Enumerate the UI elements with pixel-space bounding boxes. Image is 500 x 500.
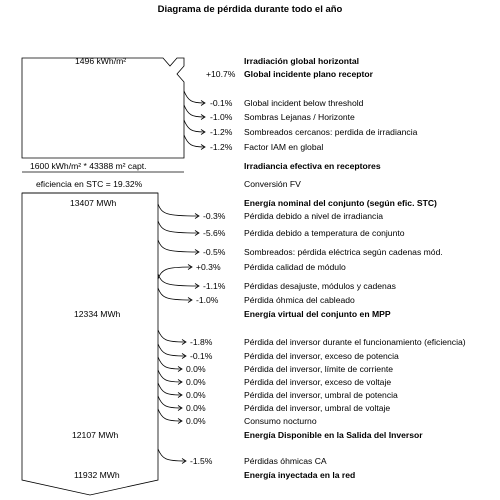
step-pct: 0.0% <box>186 364 206 374</box>
conversion-label: Conversión FV <box>244 179 301 189</box>
step-label: Factor IAM en global <box>244 142 324 152</box>
step-pct: 0.0% <box>186 403 206 413</box>
loss-arrow <box>184 105 204 117</box>
step-pct: -1.2% <box>210 127 233 137</box>
loss-arrow <box>184 120 204 132</box>
loss-arrow <box>158 288 191 300</box>
loss-arrow <box>158 204 198 216</box>
step-label: Energía nominal del conjunto (según efic. STC) <box>244 198 437 208</box>
step-label: Pérdida del inversor, umbral de potencia <box>244 390 398 400</box>
loss-arrow <box>158 330 185 342</box>
step-pct: +10.7% <box>206 69 236 79</box>
loss-arrow <box>158 449 185 461</box>
step-pct: +0.3% <box>196 262 221 272</box>
injected-energy-value: 11932 MWh <box>74 470 120 480</box>
step-label: Global incidente plano receptor <box>244 69 373 79</box>
loss-arrow <box>184 135 204 147</box>
step-label: Sombreados cercanos: perdida de irradiancia <box>244 127 418 137</box>
stc-efficiency: eficiencia en STC = 19.32% <box>36 179 143 189</box>
effective-irradiance-value: 1600 kWh/m² * 43388 m² capt. <box>30 161 147 171</box>
step-label: Energía virtual del conjunto en MPP <box>244 309 391 319</box>
step-pct: 0.0% <box>186 416 206 426</box>
loss-arrow <box>158 240 198 252</box>
step-label: Pérdida del inversor, límite de corriente <box>244 364 394 374</box>
step-pct: -0.1% <box>190 351 213 361</box>
available-energy-value: 12107 MWh <box>72 430 119 440</box>
step-label: Irradiancia efectiva en receptores <box>244 161 381 171</box>
step-label: Pérdidas óhmicas CA <box>244 456 327 466</box>
step-pct: -1.8% <box>190 337 213 347</box>
step-label: Pérdida debido a nivel de irradiancia <box>244 211 384 221</box>
global-horizontal-value: 1496 kWh/m² <box>75 56 127 66</box>
loss-arrow <box>158 409 181 421</box>
step-pct: -5.6% <box>203 228 226 238</box>
bottom-flow-shape <box>22 193 158 495</box>
loss-arrow <box>158 396 181 408</box>
step-label: Pérdida del inversor, exceso de potencia <box>244 351 399 361</box>
step-pct: -1.5% <box>190 456 213 466</box>
diagram-title: Diagrama de pérdida durante todo el año <box>157 4 343 15</box>
step-label: Pérdida del inversor, umbral de voltaje <box>244 403 391 413</box>
step-label: Consumo nocturno <box>244 416 317 426</box>
step-label: Pérdida del inversor durante el funcionamiento (eficiencia) <box>244 337 466 347</box>
step-label: Pérdida calidad de módulo <box>244 262 346 272</box>
step-pct: -1.1% <box>203 281 226 291</box>
step-label: Sombras Lejanas / Horizonte <box>244 112 355 122</box>
step-label: Global incident below threshold <box>244 98 364 108</box>
loss-arrow <box>158 221 198 233</box>
step-label: Energía inyectada en la red <box>244 470 356 480</box>
loss-arrow <box>184 91 204 103</box>
loss-arrow <box>158 383 181 395</box>
virtual-energy-value: 12334 MWh <box>74 309 121 319</box>
gain-arrow <box>158 267 191 279</box>
loss-arrow <box>158 357 181 369</box>
loss-arrow <box>158 344 185 356</box>
step-pct: -1.0% <box>196 295 219 305</box>
step-pct: -0.5% <box>203 247 226 257</box>
loss-arrow <box>158 370 181 382</box>
step-label: Pérdida del inversor, exceso de voltaje <box>244 377 392 387</box>
step-pct: -0.3% <box>203 211 226 221</box>
step-pct: -1.0% <box>210 112 233 122</box>
step-label: Irradiación global horizontal <box>244 56 360 66</box>
step-label: Sombreados: pérdida eléctrica según cadenas mód. <box>244 247 443 257</box>
loss-arrow <box>158 274 198 286</box>
step-pct: 0.0% <box>186 377 206 387</box>
nominal-energy-value: 13407 MWh <box>70 198 117 208</box>
step-pct: 0.0% <box>186 390 206 400</box>
step-label: Energía Disponible en la Salida del Inversor <box>244 430 423 440</box>
step-pct: -1.2% <box>210 142 233 152</box>
step-pct: -0.1% <box>210 98 233 108</box>
step-label: Pérdida óhmica del cableado <box>244 295 355 305</box>
step-label: Pérdida debido a temperatura de conjunto <box>244 228 405 238</box>
step-label: Pérdidas desajuste, módulos y cadenas <box>244 281 396 291</box>
top-flow-shape <box>22 58 184 158</box>
